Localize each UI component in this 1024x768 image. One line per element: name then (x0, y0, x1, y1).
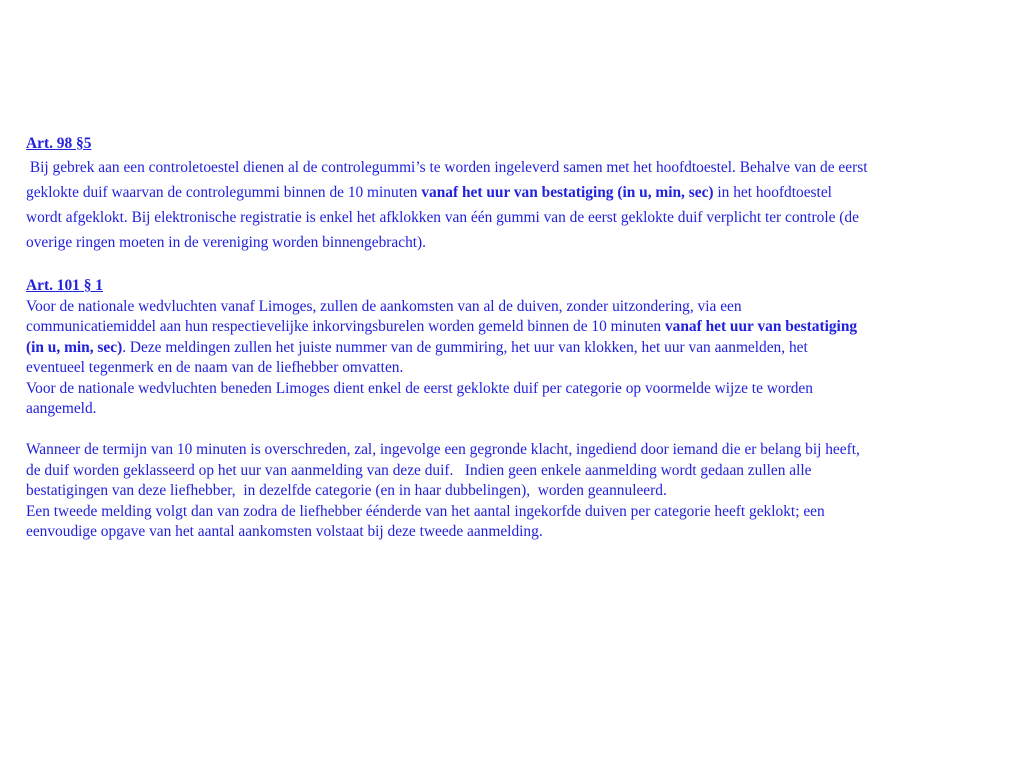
article-101-line-6: aangemeld. (26, 400, 97, 418)
article-101-line-9: bestatigingen van deze liefhebber, in dezelfde categorie (en in haar dubbelingen), worden geannuleerd. (26, 482, 667, 500)
article-98-emphasis: vanaf het uur van bestatiging (in u, min, sec) (421, 183, 714, 201)
article-98-heading: Art. 98 §5 (26, 135, 92, 152)
document-page (26, 134, 1024, 543)
article-101-line-5: Voor de nationale wedvluchten beneden Limoges dient enkel de eerst geklokte duif per categorie op voormelde wijze te worden (26, 379, 813, 397)
article-101-line-3: (in u, min, sec). Deze meldingen zullen het juiste nummer van de gummiring, het uur van klokken, het uur van aanmelden, het (26, 338, 808, 356)
article-101-heading: Art. 101 § 1 (26, 277, 103, 295)
article-98-line-1: Bij gebrek aan een controletoestel dienen al de controlegummi’s te worden ingeleverd samen met het hoofdtoestel. Behalve van de eerst (26, 158, 868, 176)
article-101-line-8: de duif worden geklasseerd op het uur van aanmelding van deze duif. Indien geen enkele aanmelding wordt gedaan zullen alle (26, 461, 812, 479)
article-98-line-4: overige ringen moeten in de vereniging worden binnengebracht). (26, 234, 427, 252)
article-98-line-3: wordt afgeklokt. Bij elektronische registratie is enkel het afklokken van één gummi van de eerst geklokte duif verplicht ter controle (de (26, 209, 859, 227)
article-101-line-10: Een tweede melding volgt dan van zodra de liefhebber éénderde van het aantal ingekorfde duiven per categorie heeft geklokt; een (26, 502, 825, 520)
article-101-paragraph (26, 297, 1024, 543)
article-98-paragraph (26, 155, 1024, 256)
article-101-line-11: eenvoudige opgave van het aantal aankomsten volstaat bij deze tweede aanmelding. (26, 523, 543, 541)
section-gap (26, 256, 1024, 277)
article-101-line-7: Wanneer de termijn van 10 minuten is overschreden, zal, ingevolge een gegronde klacht, ingediend door iemand die er belang bij heeft, (26, 441, 860, 459)
article-101-line-2: communicatiemiddel aan hun respectievelijke inkorvingsburelen worden gemeld binnen de 10 minuten vanaf het uur van bestatiging (26, 318, 858, 336)
article-101-line-4: eventueel tegenmerk en de naam van de liefhebber omvatten. (26, 359, 404, 377)
article-101-emphasis-1: vanaf het uur van bestatiging (664, 318, 858, 336)
article-101-line-1: Voor de nationale wedvluchten vanaf Limoges, zullen de aankomsten van al de duiven, zonder uitzondering, via een (26, 297, 742, 315)
article-101-emphasis-2: (in u, min, sec) (26, 338, 123, 356)
article-98-line-2: geklokte duif waarvan de controlegummi binnen de 10 minuten vanaf het uur van bestatiging (in u, min, sec) in het hoofdtoestel (26, 183, 832, 201)
